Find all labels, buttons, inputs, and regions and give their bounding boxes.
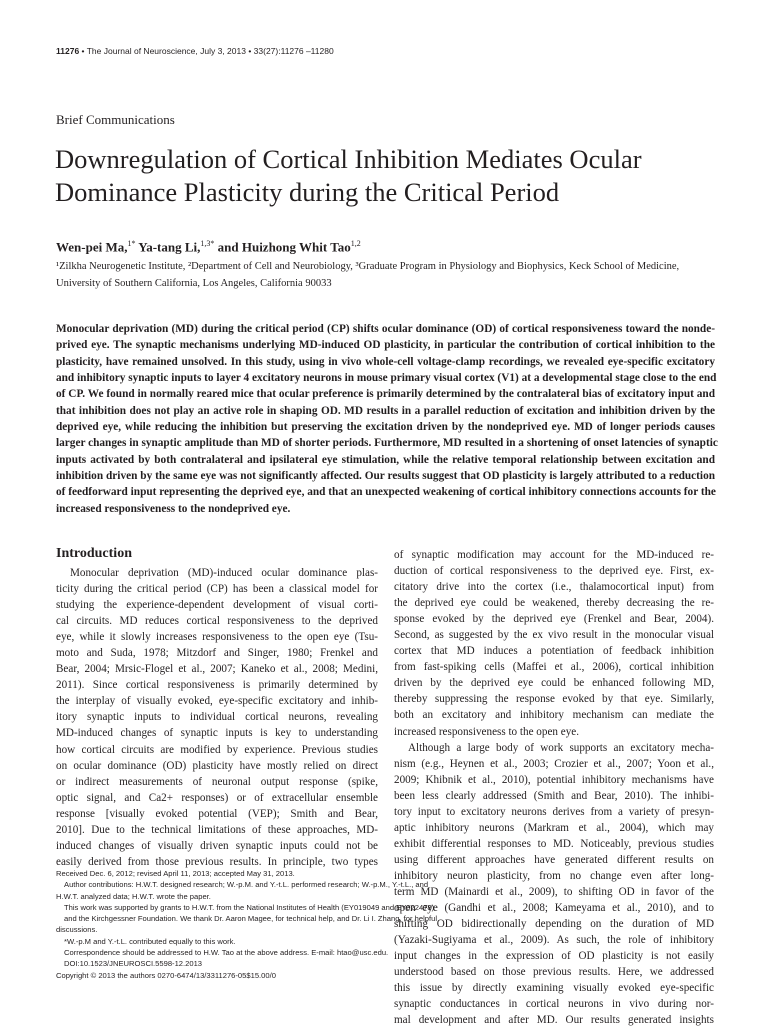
abstract-line: of feedforward input representing the deprived eye, and that an unexpected weakening of cortical inhibitory connections accounts for the: [56, 486, 716, 499]
footnote-line: DOI:10.1523/JNEUROSCI.5598-12.2013: [64, 959, 203, 969]
footnote-line: discussions.: [56, 925, 98, 935]
body-text-line: Although a large body of work supports an excitatory mecha-: [408, 741, 714, 754]
body-text-line: tory input to excitatory neurons derives from a variety of presyn-: [394, 805, 714, 818]
body-text-line: term MD (Mainardi et al., 2009), to shifting OD in favor of the: [394, 885, 714, 898]
body-text-line: or indirect measurements of neuronal output response (spike,: [56, 775, 378, 788]
author-name: Wen-pei Ma,: [56, 239, 128, 255]
left-column: [56, 545, 378, 870]
body-text-line: eye, while it slowly increases responsiveness to the open eye (Tsu-: [56, 631, 378, 644]
author-affil-mark: 1,3*: [200, 239, 215, 248]
body-text-line: 2011). Since cortical responsiveness is primarily determined by: [56, 679, 378, 692]
body-text-line: the deprived eye could be weakened, thereby decreasing the re-: [394, 597, 714, 610]
footnote-line: Correspondence should be addressed to H.W. Tao at the above address. E-mail: htao@usc.edu.: [64, 948, 389, 958]
footnote-line: *W.-p.M and Y.-t.L. contributed equally to this work.: [64, 936, 236, 946]
body-text-line: using different approaches have generated different results on: [394, 853, 714, 866]
body-text-line: shifting OD bidirectionally depending on the duration of MD: [394, 918, 714, 931]
body-text-line: Monocular deprivation (MD)-induced ocular dominance plas-: [70, 567, 378, 579]
abstract-line: inputs activated by both contralateral and ipsilateral eye stimulation, while the relative temporal relationship between excitation and: [56, 453, 715, 466]
affiliations: [56, 258, 716, 292]
body-text-line: cortex that MD induces a potentiation of feedback inhibition: [394, 645, 714, 658]
body-text-line: understood based on those previous results. Here, we addressed: [394, 966, 714, 979]
body-text-line: Bear, 2004; Mrsic-Flogel et al., 2007; Kaneko et al., 2008; Medini,: [56, 663, 378, 676]
body-text-line: been less clearly addressed (Smith and Bear, 2010). The inhibi-: [394, 789, 714, 802]
body-text-line: optic signal, and Ca2+ responses) or of extracellular ensemble: [56, 791, 378, 804]
body-text-line: input changes in the expression of OD plasticity is not easily: [394, 950, 714, 963]
journal-citation: • The Journal of Neuroscience, July 3, 2013 • 33(27):11276 –11280: [81, 46, 334, 56]
body-text-line: of synaptic modification may account for the MD-induced re-: [394, 549, 714, 561]
body-text-line: 2010]. Due to the technical limitations of these approaches, MD-: [56, 823, 378, 836]
body-text-line: nism (e.g., Heynen et al., 2003; Crozier et al., 2007; Yoon et al.,: [394, 757, 714, 770]
body-text-line: citatory drive into the cortex (i.e., thalamocortical input) from: [394, 581, 714, 594]
body-text-line: easily derived from those previous results. In principle, two types: [56, 855, 378, 868]
footnote-line: This work was supported by grants to H.W.T. from the National Institutes of Health (EY019049 and EY022478): [64, 902, 435, 912]
body-text-line: both an excitatory and inhibitory mechanism can mediate the: [394, 709, 714, 722]
body-text-line: MD-induced changes of synaptic inputs is key to understanding: [56, 727, 378, 740]
body-text-line: on ocular dominance (OD) plasticity have mostly relied on direct: [56, 759, 378, 772]
author-list: [56, 239, 361, 255]
abstract-line: and inhibitory synaptic inputs to layer 4 excitatory neurons in mouse primary visual cortex (V1) at a developmental stage close to the end: [56, 372, 717, 385]
footnote-line: Copyright © 2013 the authors 0270-6474/13/3311276-05$15.00/0: [56, 970, 276, 980]
body-text-line: response [visually evoked potential (VEP); Smith and Bear,: [56, 807, 378, 820]
body-text-line: mal development and after MD. Our results generated insights: [394, 1014, 714, 1027]
body-text-line: exhibit differential responses to MD. Noticeably, previous studies: [394, 837, 714, 850]
body-text-line: this issue by directly examining visually evoked eye-specific: [394, 982, 714, 995]
footnotes: [56, 868, 438, 981]
abstract-line: deprived eye, while reducing the inhibition but preserving the excitation driven by the nondeprived eye. MD of longer periods causes: [56, 421, 715, 434]
body-text-line: driven by the deprived eye could be enhanced following MD,: [394, 677, 714, 690]
body-text-line: open eye (Gandhi et al., 2008; Kameyama et al., 2010), and to: [394, 902, 714, 915]
body-text-line: moto and Suda, 1978; Mitzdorf and Singer, 1980; Frenkel and: [56, 647, 378, 660]
abstract-line: prived eye. The synaptic mechanisms underlying MD-induced OD plasticity, in particular the contribution of cortical inhibition to the: [56, 339, 715, 352]
right-column: [394, 547, 714, 1028]
title-line: Downregulation of Cortical Inhibition Mediates Ocular: [55, 144, 642, 174]
abstract-line: inhibition driven by the same eye was not significantly affected. Our results suggest that OD plasticity is largely attributed to a reduction: [56, 470, 715, 483]
abstract-line: larger changes in synaptic amplitude than MD of shorter periods. Furthermore, MD resulted in a shortening of onset latencies of synaptic: [56, 437, 718, 450]
abstract-line: Monocular deprivation (MD) during the critical period (CP) shifts ocular dominance (OD) of cortical responsiveness toward the nonde-: [56, 323, 715, 335]
body-text-line: from fast-spiking cells (Maffei et al., 2006), cortical inhibition: [394, 661, 714, 674]
title-line: Dominance Plasticity during the Critical Period: [55, 177, 560, 207]
body-text-line: synaptic conductances in cortical neurons in vivo during nor-: [394, 998, 714, 1011]
abstract-line: plasticity, have remained unsolved. In this study, using in vivo whole-cell voltage-clamp recordings, we revealed eye-specific excitatory: [56, 355, 715, 368]
article-title: [55, 143, 715, 209]
section-heading: Introduction: [56, 546, 132, 561]
body-text-line: how cortical circuits are modified by experience. Previous studies: [56, 743, 378, 756]
footnote-line: Author contributions: H.W.T. designed research; W.-p.M. and Y.-t.L. performed research; W.-p.M., Y.-t.L., and: [64, 880, 429, 890]
page-number: 11276: [56, 46, 80, 56]
body-text-line: ticity during the critical period (CP) has been a classical model for: [56, 583, 378, 596]
running-head: [56, 46, 334, 56]
abstract-line: increased responsiveness to the nondeprived eye.: [56, 502, 291, 515]
footnote-line: Received Dec. 6, 2012; revised April 11, 2013; accepted May 31, 2013.: [56, 869, 295, 878]
body-text-line: sponse evoked by the deprived eye (Frenkel and Bear, 2004).: [394, 613, 714, 626]
body-text-line: increased responsiveness to the open eye.: [394, 725, 579, 738]
body-text-line: inhibitory neuron plasticity, from no change even after long-: [394, 869, 714, 882]
body-text-line: Second, as suggested by the ex vivo result in the monocular visual: [394, 629, 714, 642]
body-text-line: thereby suppressing the response evoked by that eye. Similarly,: [394, 693, 714, 706]
body-text-line: induced changes of visually driven synaptic inputs could not be: [56, 839, 378, 852]
author-name: Ya-tang Li,: [135, 239, 201, 255]
footnote-line: and the Kirchgessner Foundation. We thank Dr. Aaron Magee, for technical help, and Dr. Li I. Zhang, for helpful: [64, 914, 438, 924]
abstract-line: of CP. We found in normally reared mice that ocular preference is primarily determined by the contralateral bias of excitatory input and: [56, 388, 715, 401]
footnote-line: H.W.T. analyzed data; H.W.T. wrote the paper.: [56, 891, 211, 901]
affiliation-line: ¹Zilkha Neurogenetic Institute, ²Department of Cell and Neurobiology, ³Graduate Program in Physiology and Biophysics, Keck School of Medicine,: [56, 261, 680, 272]
body-text-line: 2009; Khibnik et al., 2010), potential inhibitory mechanisms have: [394, 773, 714, 786]
body-text-line: cal circuits. MD reduces cortical responsiveness to the deprived: [56, 615, 378, 628]
intro-text-right: [394, 547, 714, 1028]
body-text-line: the interplay of visually evoked, eye-specific excitatory and inhib-: [56, 695, 378, 708]
section-label: Brief Communications: [56, 112, 175, 127]
body-text-line: aptic inhibitory neurons (Markram et al., 2004), which may: [394, 821, 714, 834]
body-text-line: studying the experience-dependent development of visual corti-: [56, 599, 378, 612]
affiliation-line: University of Southern California, Los Angeles, California 90033: [56, 278, 332, 289]
abstract: [56, 321, 718, 517]
author-name: and Huizhong Whit Tao: [214, 239, 351, 255]
author-affil-mark: 1,2: [350, 239, 361, 248]
body-text-line: duction of cortical responsiveness to the deprived eye. First, ex-: [394, 565, 714, 578]
body-text-line: itory synaptic inputs to individual cortical neurons, revealing: [56, 711, 378, 724]
abstract-line: that inhibition does not play an active role in shaping OD. MD results in a parallel reduction of excitation and inhibition driven by the: [56, 404, 715, 417]
intro-text-left: [56, 565, 378, 870]
body-text-line: (Yazaki-Sugiyama et al., 2009). As such, the role of inhibitory: [394, 934, 714, 947]
author-affil-mark: 1*: [127, 239, 136, 248]
